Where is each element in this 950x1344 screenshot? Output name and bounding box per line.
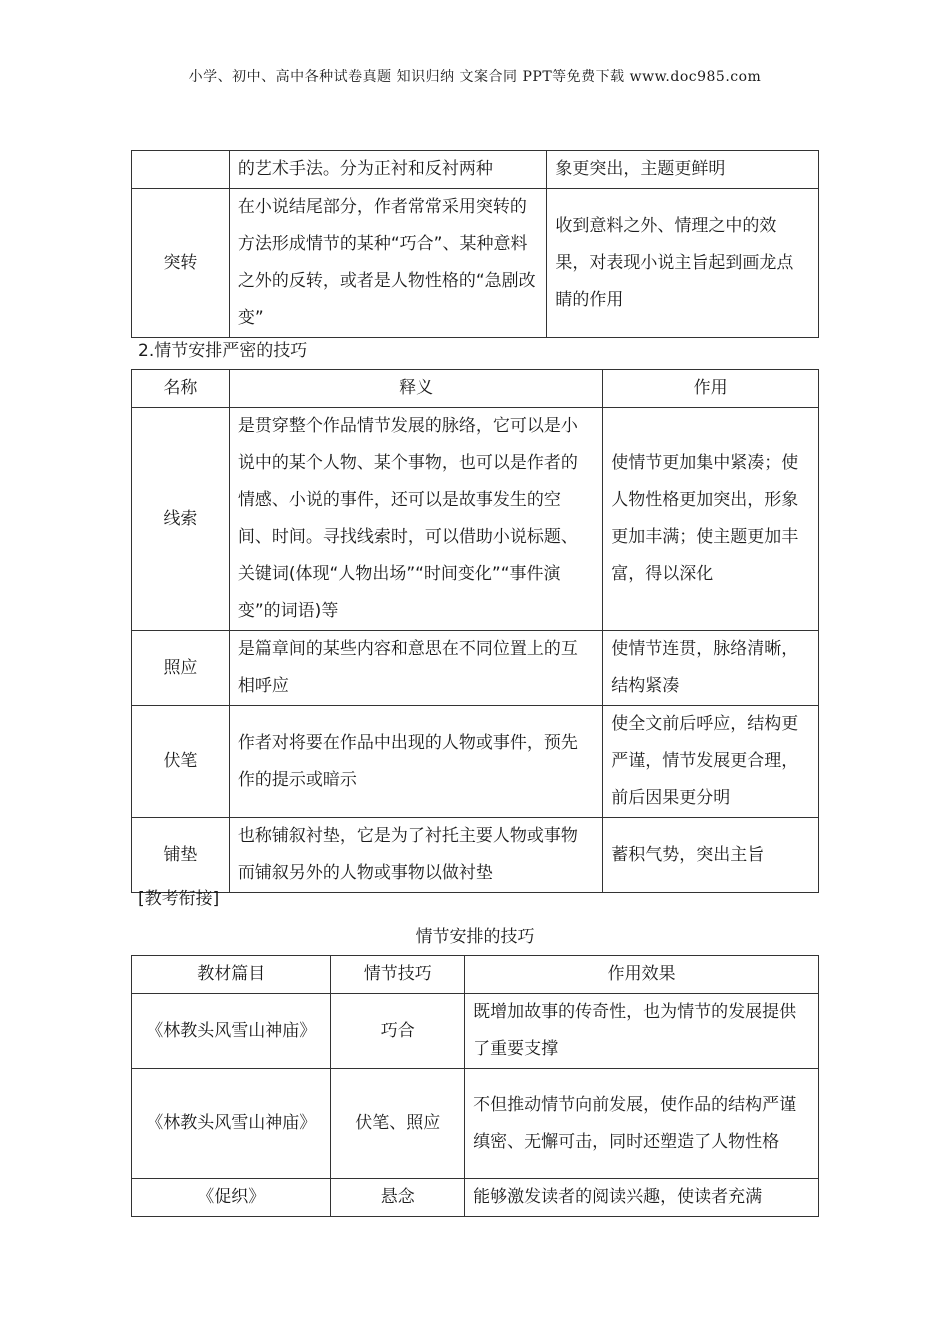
table-row <box>132 1179 819 1217</box>
section-label: [教考衔接] <box>138 889 220 909</box>
column-header: 教材篇目 <box>132 956 331 994</box>
cell-effect: 既增加故事的传奇性，也为情节的发展提供了重要支撑 <box>465 994 819 1069</box>
cell-technique: 悬念 <box>331 1179 465 1217</box>
cell-name: 突转 <box>132 189 230 338</box>
cell-meaning: 作者对将要在作品中出现的人物或事件，预先作的提示或暗示 <box>229 706 602 818</box>
table-caption: 情节安排的技巧 <box>415 927 535 947</box>
cell-text: 《促织》 <box>132 1179 331 1217</box>
cell-effect: 能够激发读者的阅读兴趣，使读者充满 <box>465 1179 819 1217</box>
cell-effect: 象更突出，主题更鲜明 <box>547 151 819 189</box>
column-header: 情节技巧 <box>331 956 465 994</box>
table-row <box>132 631 819 706</box>
column-header: 名称 <box>132 370 230 408</box>
table-row <box>132 189 819 338</box>
table-contrast-twist <box>131 150 819 338</box>
cell-technique: 伏笔、照应 <box>331 1069 465 1179</box>
table-row <box>132 994 819 1069</box>
cell-meaning: 的艺术手法。分为正衬和反衬两种 <box>229 151 547 189</box>
table-row <box>132 818 819 893</box>
cell-name: 照应 <box>132 631 230 706</box>
cell-meaning: 是篇章间的某些内容和意思在不同位置上的互相呼应 <box>229 631 602 706</box>
cell-effect: 使情节更加集中紧凑；使人物性格更加突出，形象更加丰满；使主题更加丰富，得以深化 <box>603 408 819 631</box>
cell-name <box>132 151 230 189</box>
cell-effect: 蓄积气势，突出主旨 <box>603 818 819 893</box>
table-textbook-links <box>131 955 819 1217</box>
column-header: 作用效果 <box>465 956 819 994</box>
table-header-row <box>132 956 819 994</box>
column-header: 作用 <box>603 370 819 408</box>
cell-effect: 使情节连贯，脉络清晰，结构紧凑 <box>603 631 819 706</box>
table-plot-techniques <box>131 369 819 893</box>
cell-name: 伏笔 <box>132 706 230 818</box>
page-header: 小学、初中、高中各种试卷真题 知识归纳 文案合同 PPT等免费下载 www.doc985.com <box>188 69 762 85</box>
table-row <box>132 706 819 818</box>
section-title: 2.情节安排严密的技巧 <box>138 341 308 361</box>
cell-name: 铺垫 <box>132 818 230 893</box>
cell-meaning: 是贯穿整个作品情节发展的脉络，它可以是小说中的某个人物、某个事物，也可以是作者的情感、小说的事件，还可以是故事发生的空间、时间。寻找线索时，可以借助小说标题、关键词(体现“人物出场”“时间变化”“事件演变”的词语)等 <box>229 408 602 631</box>
cell-meaning: 也称铺叙衬垫，它是为了衬托主要人物或事物而铺叙另外的人物或事物以做衬垫 <box>229 818 602 893</box>
cell-name: 线索 <box>132 408 230 631</box>
cell-text: 《林教头风雪山神庙》 <box>132 994 331 1069</box>
table-row <box>132 151 819 189</box>
cell-meaning: 在小说结尾部分，作者常常采用突转的方法形成情节的某种“巧合”、某种意料之外的反转，或者是人物性格的“急剧改变” <box>229 189 547 338</box>
cell-effect: 不但推动情节向前发展，使作品的结构严谨缜密、无懈可击，同时还塑造了人物性格 <box>465 1069 819 1179</box>
cell-effect: 使全文前后呼应，结构更严谨，情节发展更合理，前后因果更分明 <box>603 706 819 818</box>
table-row <box>132 1069 819 1179</box>
cell-technique: 巧合 <box>331 994 465 1069</box>
column-header: 释义 <box>229 370 602 408</box>
cell-effect: 收到意料之外、情理之中的效果，对表现小说主旨起到画龙点睛的作用 <box>547 189 819 338</box>
cell-text: 《林教头风雪山神庙》 <box>132 1069 331 1179</box>
table-row <box>132 408 819 631</box>
table-header-row <box>132 370 819 408</box>
